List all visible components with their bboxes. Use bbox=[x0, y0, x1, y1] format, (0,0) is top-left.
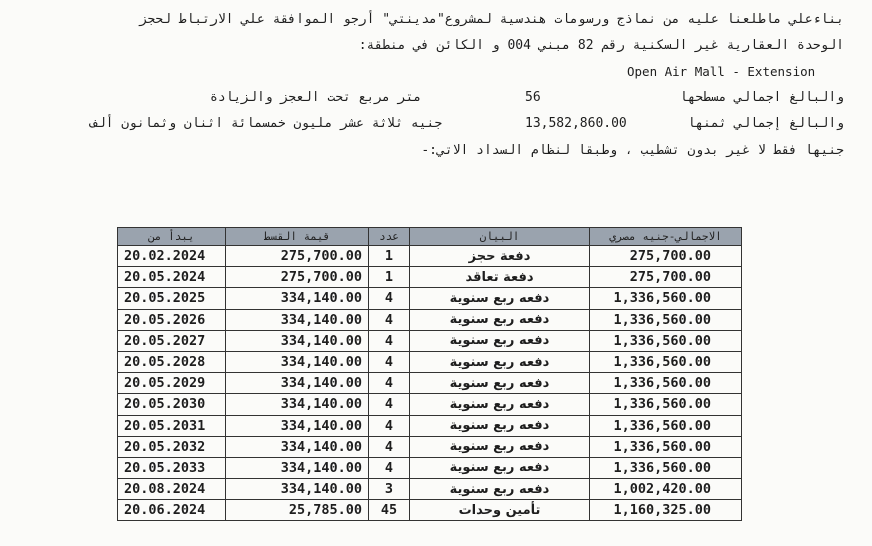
table-row bbox=[118, 500, 742, 521]
cell-installment: 334,140.00 bbox=[226, 351, 369, 372]
cell-installment: 334,140.00 bbox=[226, 436, 369, 457]
col-count: عدد bbox=[369, 228, 410, 246]
cell-start: 20.05.2024 bbox=[118, 267, 226, 288]
cell-installment: 334,140.00 bbox=[226, 288, 369, 309]
cell-total: 1,002,420.00 bbox=[590, 479, 742, 500]
col-description: البيان bbox=[410, 228, 590, 246]
cell-count: 4 bbox=[369, 309, 410, 330]
cell-total: 1,336,560.00 bbox=[590, 373, 742, 394]
cell-total: 1,336,560.00 bbox=[590, 330, 742, 351]
cell-total: 275,700.00 bbox=[590, 267, 742, 288]
cell-description: دفعه ربع سنوية bbox=[410, 436, 590, 457]
cell-installment: 334,140.00 bbox=[226, 415, 369, 436]
price-in-words: جنيه ثلاثة عشر مليون خمسمائة اثنان وثمانون ألف bbox=[90, 116, 443, 131]
cell-start: 20.05.2030 bbox=[118, 394, 226, 415]
cell-start: 20.05.2025 bbox=[118, 288, 226, 309]
cell-count: 45 bbox=[369, 500, 410, 521]
cell-total: 1,336,560.00 bbox=[590, 309, 742, 330]
cell-start: 20.05.2031 bbox=[118, 415, 226, 436]
area-value: 56 bbox=[525, 90, 541, 105]
project-zone: Open Air Mall - Extension bbox=[627, 64, 816, 79]
cell-description: دفعه ربع سنوية bbox=[410, 330, 590, 351]
intro-line-1: بناءعلي ماطلعنا عليه من نماذج ورسومات هندسية لمشروع"مدينتي" أرجو الموافقة علي الارتباط لحجز bbox=[139, 12, 844, 27]
price-value: 13,582,860.00 bbox=[525, 116, 627, 131]
cell-total: 1,160,325.00 bbox=[590, 500, 742, 521]
cell-installment: 334,140.00 bbox=[226, 373, 369, 394]
cell-installment: 25,785.00 bbox=[226, 500, 369, 521]
cell-start: 20.05.2028 bbox=[118, 351, 226, 372]
area-unit: متر مربع تحت العجز والزيادة bbox=[210, 90, 422, 105]
cell-count: 4 bbox=[369, 330, 410, 351]
table-row bbox=[118, 373, 742, 394]
cell-count: 4 bbox=[369, 288, 410, 309]
cell-count: 1 bbox=[369, 246, 410, 267]
cell-total: 1,336,560.00 bbox=[590, 436, 742, 457]
cell-description: دفعه ربع سنوية bbox=[410, 479, 590, 500]
col-start-date: يبدأ من bbox=[118, 228, 226, 246]
table-row bbox=[118, 267, 742, 288]
cell-start: 20.05.2026 bbox=[118, 309, 226, 330]
cell-start: 20.08.2024 bbox=[118, 479, 226, 500]
cell-start: 20.06.2024 bbox=[118, 500, 226, 521]
cell-description: دفعة تعاقد bbox=[410, 267, 590, 288]
table-row bbox=[118, 394, 742, 415]
cell-total: 275,700.00 bbox=[590, 246, 742, 267]
table-row bbox=[118, 436, 742, 457]
area-label: والبالغ اجمالي مسطحها bbox=[679, 90, 844, 105]
cell-count: 4 bbox=[369, 415, 410, 436]
cell-installment: 275,700.00 bbox=[226, 267, 369, 288]
price-label: والبالغ إجمالي ثمنها bbox=[687, 116, 844, 131]
cell-start: 20.05.2033 bbox=[118, 457, 226, 478]
table-row bbox=[118, 457, 742, 478]
table-row bbox=[118, 415, 742, 436]
cell-start: 20.02.2024 bbox=[118, 246, 226, 267]
cell-installment: 334,140.00 bbox=[226, 457, 369, 478]
col-installment: قيمة القسط bbox=[226, 228, 369, 246]
col-total: الاجمالي-جنيه مصري bbox=[590, 228, 742, 246]
cell-installment: 334,140.00 bbox=[226, 394, 369, 415]
cell-description: دفعه ربع سنوية bbox=[410, 309, 590, 330]
cell-count: 4 bbox=[369, 351, 410, 372]
cell-total: 1,336,560.00 bbox=[590, 351, 742, 372]
intro-line-2: الوحدة العقارية غير السكنية رقم 82 مبني 004 و الكائن في منطقة: bbox=[358, 38, 844, 53]
cell-installment: 275,700.00 bbox=[226, 246, 369, 267]
cell-count: 4 bbox=[369, 436, 410, 457]
cell-count: 3 bbox=[369, 479, 410, 500]
cell-description: دفعه ربع سنوية bbox=[410, 373, 590, 394]
table-row bbox=[118, 288, 742, 309]
table-header-row bbox=[118, 228, 742, 246]
cell-count: 4 bbox=[369, 394, 410, 415]
cell-installment: 334,140.00 bbox=[226, 330, 369, 351]
cell-description: دفعه ربع سنوية bbox=[410, 394, 590, 415]
cell-description: دفعه ربع سنوية bbox=[410, 457, 590, 478]
table-row bbox=[118, 246, 742, 267]
cell-description: دفعه ربع سنوية bbox=[410, 351, 590, 372]
table-row bbox=[118, 351, 742, 372]
cell-description: دفعه ربع سنوية bbox=[410, 288, 590, 309]
cell-description: دفعة حجز bbox=[410, 246, 590, 267]
cell-total: 1,336,560.00 bbox=[590, 288, 742, 309]
cell-count: 4 bbox=[369, 373, 410, 394]
cell-installment: 334,140.00 bbox=[226, 479, 369, 500]
table-row bbox=[118, 479, 742, 500]
cell-description: دفعه ربع سنوية bbox=[410, 415, 590, 436]
cell-installment: 334,140.00 bbox=[226, 309, 369, 330]
cell-description: تأمين وحدات bbox=[410, 500, 590, 521]
cell-start: 20.05.2029 bbox=[118, 373, 226, 394]
cell-total: 1,336,560.00 bbox=[590, 394, 742, 415]
cell-count: 4 bbox=[369, 457, 410, 478]
table-row bbox=[118, 330, 742, 351]
cell-total: 1,336,560.00 bbox=[590, 415, 742, 436]
cell-start: 20.05.2032 bbox=[118, 436, 226, 457]
cell-total: 1,336,560.00 bbox=[590, 457, 742, 478]
table-row bbox=[118, 309, 742, 330]
cell-count: 1 bbox=[369, 267, 410, 288]
payment-schedule-table bbox=[117, 227, 742, 521]
cell-start: 20.05.2027 bbox=[118, 330, 226, 351]
intro-line-6: جنيها فقط لا غير بدون تشطيب ، وطبقا لنظام السداد الاتي:- bbox=[421, 143, 844, 158]
